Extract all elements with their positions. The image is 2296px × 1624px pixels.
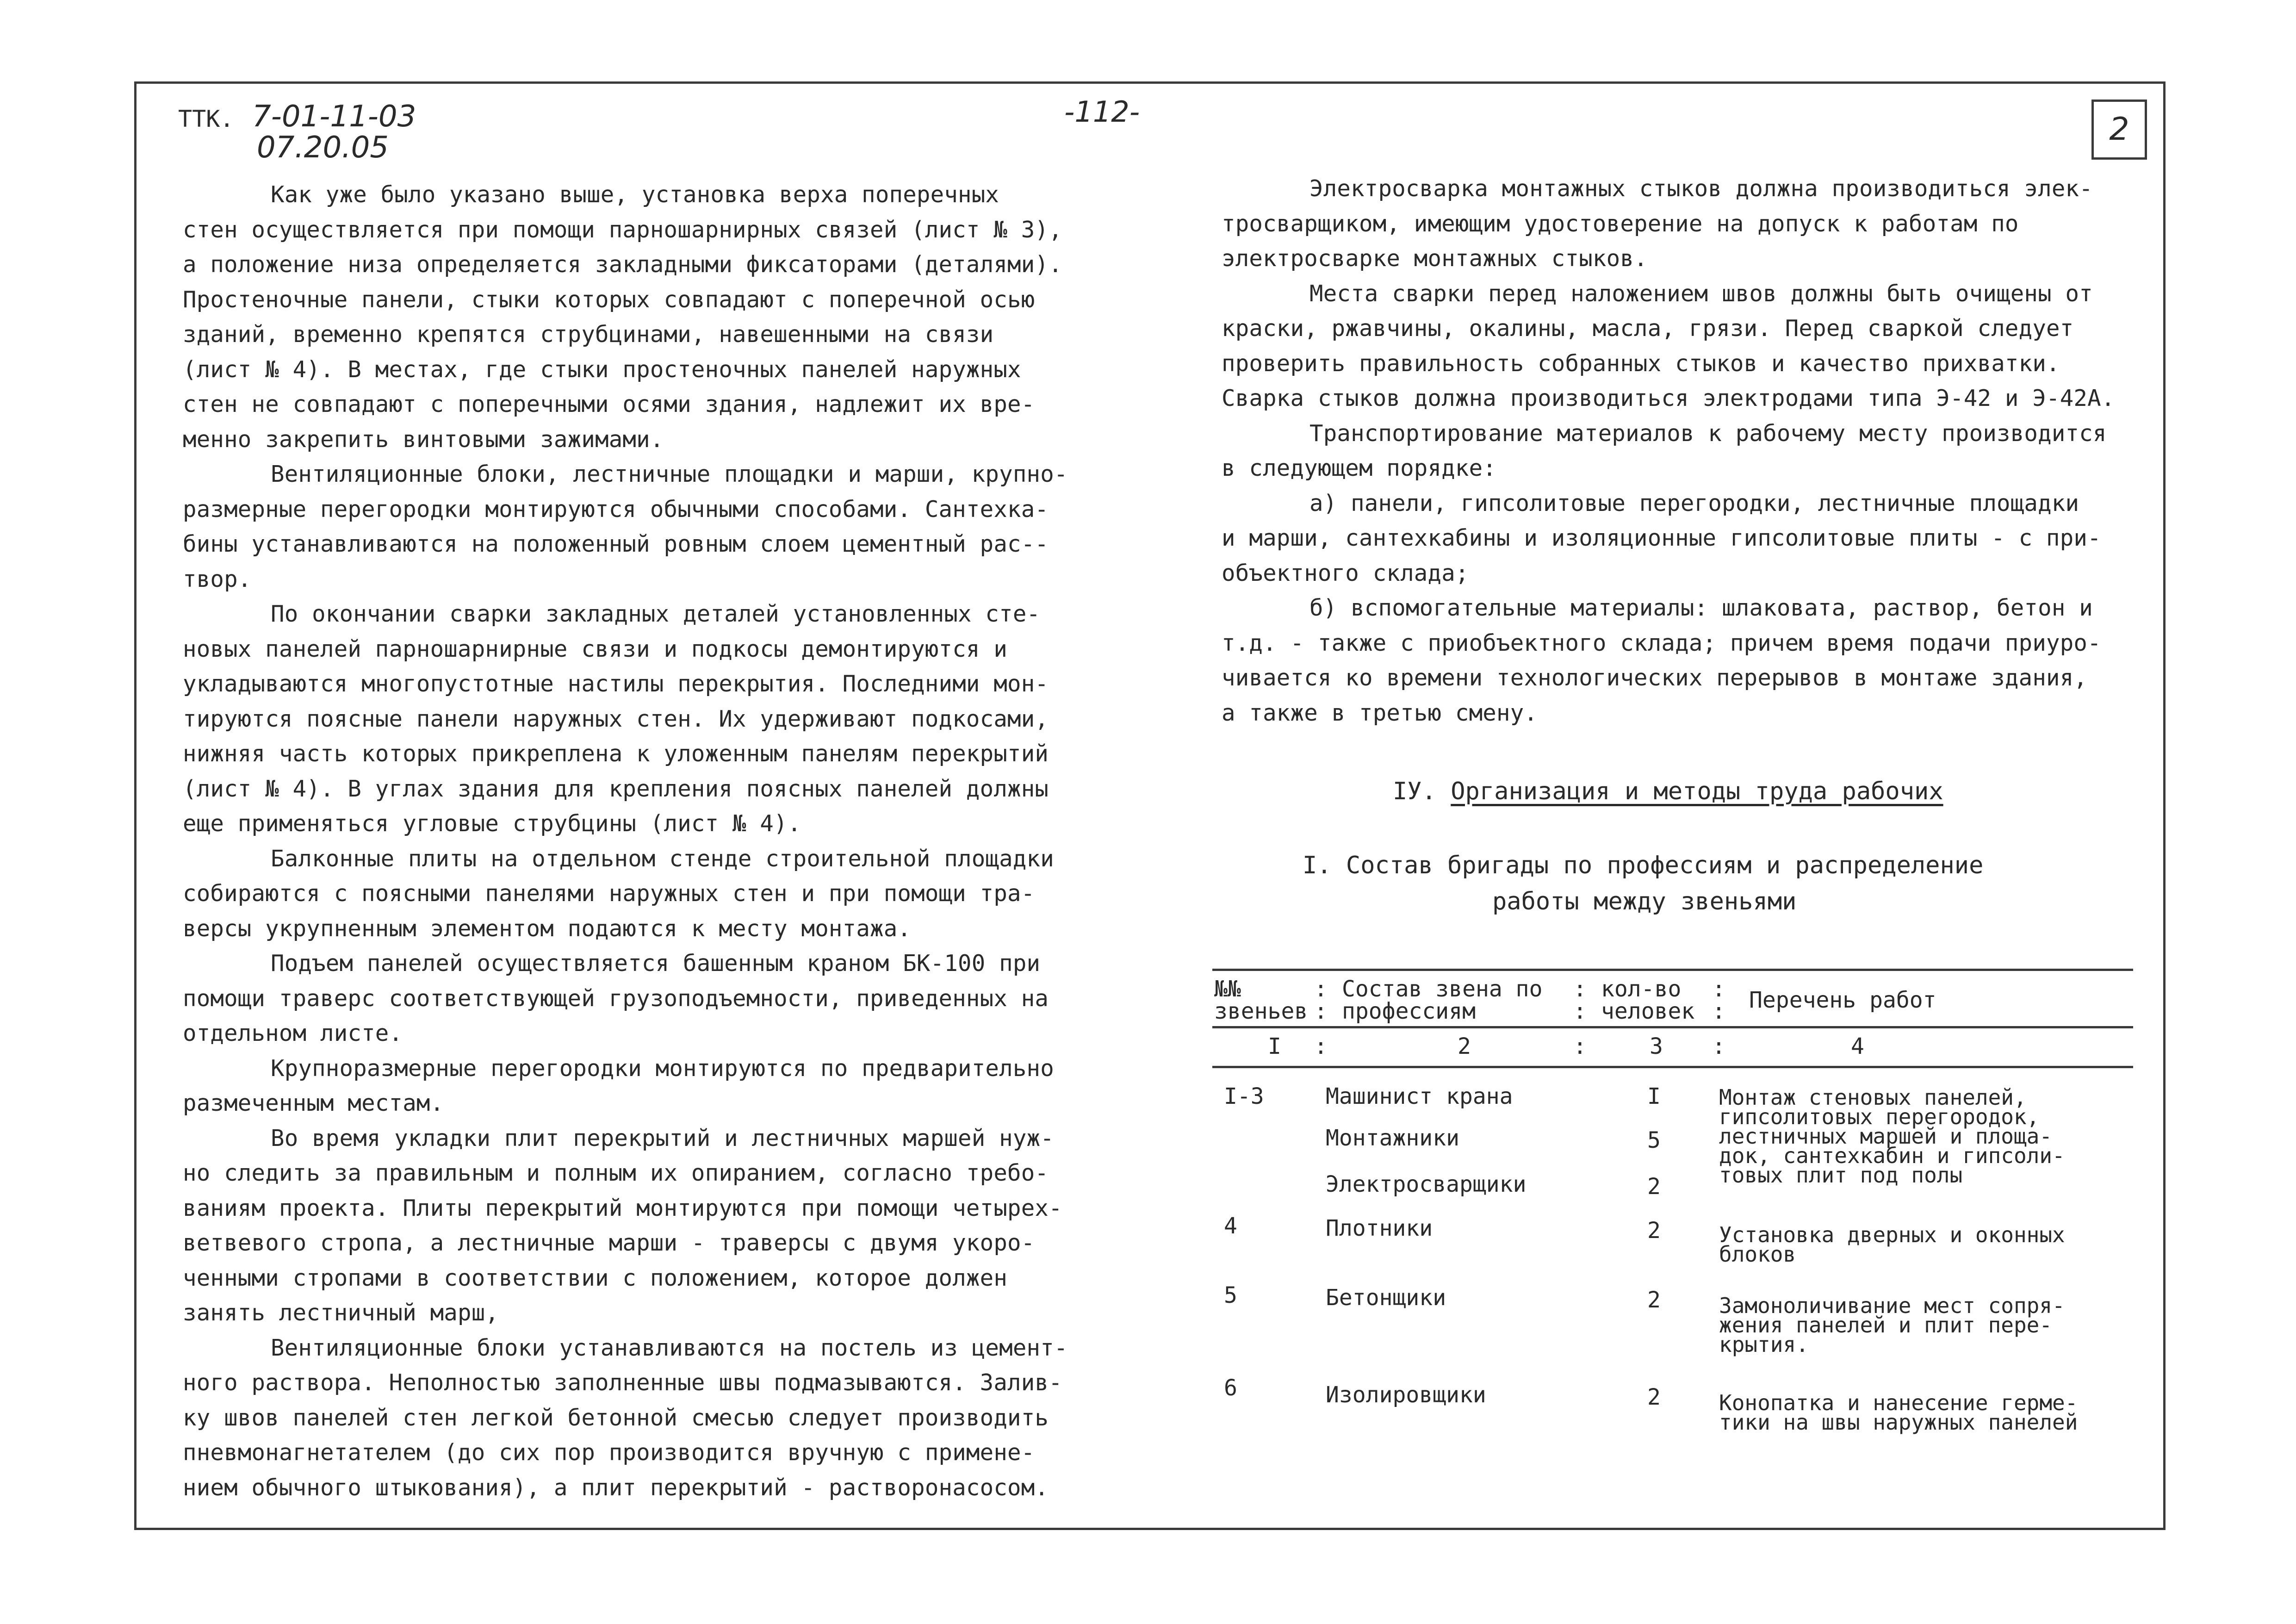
left-text-line: Подъем панелей осуществляется башенным краном БК-100 при <box>271 950 1041 977</box>
left-text-line: ного раствора. Неполностью заполненные швы подмазываются. Залив- <box>183 1369 1062 1396</box>
header-works: Перечень работ <box>1749 987 1936 1013</box>
row3-prof: Электросварщики <box>1326 1171 1527 1197</box>
left-text-line: Во время укладки плит перекрытий и лестничных маршей нуж- <box>271 1125 1054 1151</box>
row2-count: 5 <box>1647 1127 1661 1153</box>
left-text-line: Балконные плиты на отдельном стенде строительной площадки <box>271 845 1054 872</box>
col-number-3: 3 <box>1650 1033 1663 1059</box>
section-heading <box>1393 778 1943 805</box>
row5-work: Замоноличивание мест сопря- жения панелей и плит пере- крытия. <box>1719 1293 2065 1357</box>
left-text-line: но следить за правильным и полным их опиранием, согласно требо- <box>183 1160 1049 1186</box>
row4-count: 2 <box>1647 1218 1661 1244</box>
left-text-line: а положение низа определяется закладными фиксаторами (деталями). <box>183 251 1062 278</box>
left-text-line: (лист № 4). В углах здания для крепления поясных панелей должны <box>183 775 1049 802</box>
numbering-sep-3: : <box>1712 1033 1725 1059</box>
row1-prof: Машинист крана <box>1326 1083 1513 1109</box>
left-text-line: отдельном листе. <box>183 1020 403 1046</box>
left-text-line: ваниям проекта. Плиты перекрытий монтируются при помощи четырех- <box>183 1195 1062 1221</box>
row6-work: Конопатка и нанесение герме- тики на швы наружных панелей <box>1719 1390 2078 1435</box>
right-text-line: проверить правильность собранных стыков и качество прихватки. <box>1222 350 2060 377</box>
sheet-number-box: 2 <box>2091 100 2147 160</box>
left-text-line: ку швов панелей стен легкой бетонной смесью следует производить <box>183 1404 1049 1431</box>
right-text-line: краски, ржавчины, окалины, масла, грязи. Перед сваркой следует <box>1222 315 2074 342</box>
section-number: IУ. <box>1393 778 1436 805</box>
row1-count: I <box>1647 1083 1661 1109</box>
right-text-line: т.д. - также с приобъектного склада; причем время подачи приуро- <box>1222 629 2101 656</box>
left-text-line: (лист № 4). В местах, где стыки простеночных панелей наружных <box>183 356 1021 383</box>
left-text-line: твор. <box>183 566 252 592</box>
left-text-line: занять лестничный марш, <box>183 1300 499 1326</box>
right-text-line: чивается ко времени технологических перерывов в монтаже здания, <box>1222 665 2088 691</box>
left-text-line: пневмонагнетателем (до сих пор производится вручную с примене- <box>183 1439 1035 1466</box>
left-text-line: бины устанавливаются на положенный ровным слоем цементный рас-- <box>183 531 1049 557</box>
row2-prof: Монтажники <box>1326 1125 1459 1151</box>
right-text-line: тросварщиком, имеющим удостоверение на допуск к работам по <box>1222 210 2019 237</box>
numbering-sep-2: : <box>1573 1033 1587 1059</box>
left-text-line: ченными стропами в соответствии с положением, которое должен <box>183 1264 1008 1291</box>
ttk-label: ТТК. <box>178 106 234 132</box>
right-text-line: Места сварки перед наложением швов должны быть очищены от <box>1309 280 2093 307</box>
right-text-line: Электросварка монтажных стыков должна производиться элек- <box>1309 175 2093 202</box>
left-text-column <box>183 177 1131 1505</box>
col-number-4: 4 <box>1851 1033 1864 1059</box>
left-text-line: Вентиляционные блоки устанавливаются на постель из цемент- <box>271 1334 1068 1361</box>
table-header-rule <box>1212 1026 2133 1028</box>
right-text-line: и марши, сантехкабины и изоляционные гипсолитовые плиты - с при- <box>1222 525 2101 551</box>
header-sep-1: : : <box>1314 976 1328 1024</box>
left-text-line: укладываются многопустотные настилы перекрытия. Последними мон- <box>183 671 1049 697</box>
left-text-line: размеченным местам. <box>183 1090 444 1116</box>
page-number: -112- <box>1064 95 1140 129</box>
row1-work: Монтаж стеновых панелей, гипсолитовых перегородок, лестничных маршей и площа- док, сантехкабин и гипсоли- товых плит под полы <box>1719 1085 2065 1188</box>
right-text-line: а) панели, гипсолитовые перегородки, лестничные площадки <box>1309 490 2079 516</box>
header-sep-3: : : <box>1712 976 1725 1024</box>
left-text-line: помощи траверс соответствующей грузоподъемности, приведенных на <box>183 985 1049 1012</box>
right-text-line: электросварке монтажных стыков. <box>1222 245 1648 272</box>
left-text-line: нижняя часть которых прикреплена к уложенным панелям перекрытий <box>183 740 1049 767</box>
left-text-line: стен не совпадают с поперечными осями здания, надлежит их вре- <box>183 391 1035 417</box>
row6-zveno: 6 <box>1224 1375 1237 1401</box>
header-count: кол-во человек <box>1601 976 1695 1024</box>
left-text-line: стен осуществляется при помощи парношарнирных связей (лист № 3), <box>183 216 1062 243</box>
left-text-line: еще применяться угловые струбцины (лист № 4). <box>183 810 801 837</box>
brigade-table <box>1212 956 2138 1456</box>
col-number-2: 2 <box>1458 1033 1471 1059</box>
table-title-line1: I. Состав бригады по профессиям и распределение <box>1303 852 1984 879</box>
row4-prof: Плотники <box>1326 1215 1433 1241</box>
left-text-line: тируются поясные панели наружных стен. Их удерживают подкосами, <box>183 705 1049 732</box>
left-text-line: нием обычного штыкования), а плит перекрытий - растворонасосом. <box>183 1474 1049 1501</box>
header-prof: Состав звена по профессиям <box>1342 976 1543 1024</box>
right-text-line: а также в третью смену. <box>1222 699 1538 726</box>
left-text-line: Вентиляционные блоки, лестничные площадки и марши, крупно- <box>271 461 1068 487</box>
right-text-column <box>1222 171 2147 730</box>
right-text-line: Транспортирование материалов к рабочему месту производится <box>1309 420 2107 447</box>
table-title-line2: работы между звеньями <box>1492 888 1797 915</box>
left-text-line: ветвевого стропа, а лестничные марши - траверсы с двумя укоро- <box>183 1230 1035 1256</box>
row1-zveno: I-3 <box>1224 1083 1264 1109</box>
header-sep-2: : : <box>1573 976 1587 1024</box>
left-text-line: Простеночные панели, стыки которых совпадают с поперечной осью <box>183 286 1035 313</box>
col-number-1: I <box>1268 1033 1281 1059</box>
left-text-line: собираются с поясными панелями наружных стен и при помощи тра- <box>183 880 1035 907</box>
left-text-line: Как уже было указано выше, установка верха поперечных <box>271 181 999 208</box>
row6-count: 2 <box>1647 1384 1661 1410</box>
left-text-line: версы укрупненным элементом подаются к месту монтажа. <box>183 915 912 942</box>
right-text-line: в следующем порядке: <box>1222 455 1497 481</box>
table-numbering-rule <box>1212 1066 2133 1068</box>
left-text-line: По окончании сварки закладных деталей установленных сте- <box>271 601 1041 627</box>
document-code-line1: 7-01-11-03 <box>252 100 416 134</box>
document-code-line2: 07.20.05 <box>257 131 389 165</box>
right-text-line: Сварка стыков должна производиться электродами типа Э-42 и Э-42А. <box>1222 385 2115 411</box>
right-text-line: б) вспомогательные материалы: шлаковата, раствор, бетон и <box>1309 595 2093 621</box>
right-text-line: объектного склада; <box>1222 560 1469 586</box>
row4-work: Установка дверных и оконных блоков <box>1719 1222 2065 1267</box>
section-title: Организация и методы труда рабочих <box>1451 778 1943 805</box>
table-top-rule <box>1212 969 2133 971</box>
left-text-line: зданий, временно крепятся струбцинами, навешенными на связи <box>183 321 994 348</box>
left-text-line: менно закрепить винтовыми зажимами. <box>183 426 664 453</box>
row3-count: 2 <box>1647 1174 1661 1200</box>
left-text-line: размерные перегородки монтируются обычными способами. Сантехка- <box>183 496 1049 523</box>
numbering-sep-1: : <box>1314 1033 1328 1059</box>
row5-count: 2 <box>1647 1287 1661 1313</box>
left-text-line: Крупноразмерные перегородки монтируются по предварительно <box>271 1055 1054 1082</box>
row4-zveno: 4 <box>1224 1213 1237 1239</box>
row5-zveno: 5 <box>1224 1282 1237 1308</box>
left-text-line: новых панелей парношарнирные связи и подкосы демонтируются и <box>183 635 1008 662</box>
row6-prof: Изолировщики <box>1326 1382 1486 1408</box>
row5-prof: Бетонщики <box>1326 1285 1446 1311</box>
header-zveno: №№ звеньев <box>1214 976 1308 1024</box>
